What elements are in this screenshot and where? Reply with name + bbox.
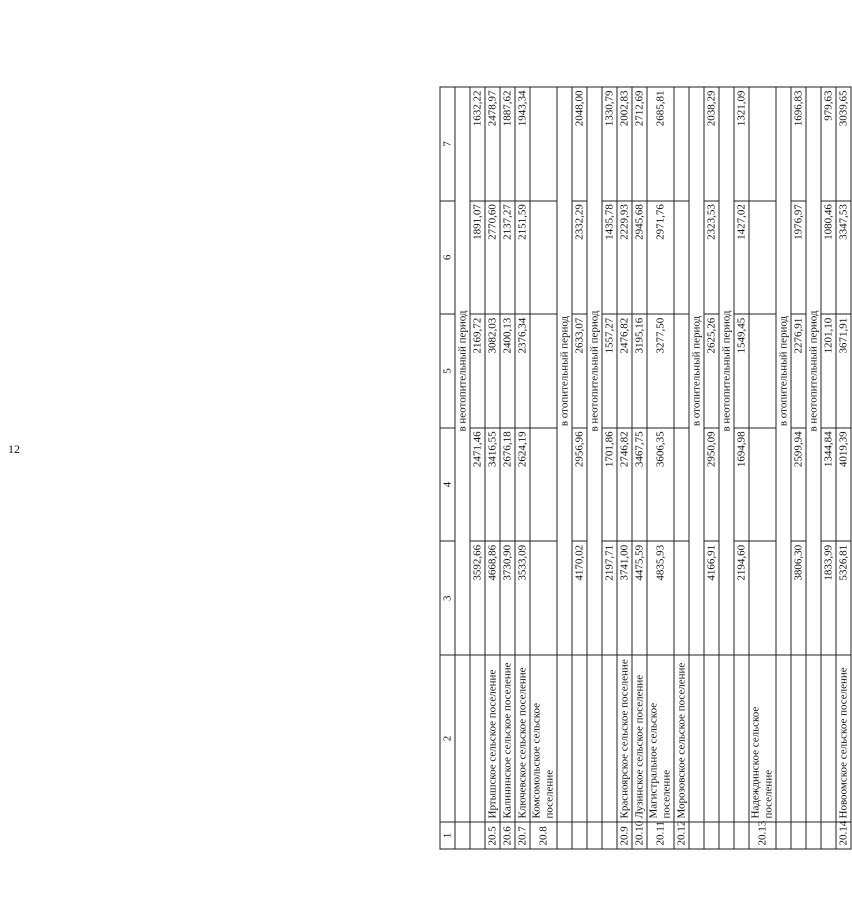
row-id: 20.8 bbox=[530, 822, 557, 849]
row-id bbox=[734, 822, 749, 849]
table-cell bbox=[689, 822, 704, 849]
period-label: в отопительный период bbox=[557, 87, 572, 655]
table-cell bbox=[587, 822, 602, 849]
table-row bbox=[749, 87, 776, 849]
table-row bbox=[572, 87, 587, 849]
period-row bbox=[455, 87, 470, 849]
settlement-name bbox=[734, 655, 749, 822]
table-cell bbox=[719, 655, 734, 822]
row-id bbox=[821, 822, 836, 849]
table-row bbox=[500, 87, 515, 849]
row-id bbox=[470, 822, 485, 849]
value-cell: 1435,78 bbox=[602, 201, 617, 315]
value-cell: 1701,86 bbox=[602, 428, 617, 542]
table-body bbox=[455, 87, 851, 849]
settlement-name: Ключевское сельское поселение bbox=[515, 655, 530, 822]
period-row bbox=[689, 87, 704, 849]
table-cell bbox=[689, 655, 704, 822]
table-row bbox=[836, 87, 851, 849]
page-number: 12 bbox=[8, 442, 20, 456]
value-cell: 1080,46 bbox=[821, 201, 836, 315]
row-id bbox=[602, 822, 617, 849]
table-cell bbox=[455, 655, 470, 822]
period-label: в отопительный период bbox=[689, 87, 704, 655]
row-id: 20.10 bbox=[632, 822, 647, 849]
value-cell: 1943,34 bbox=[515, 87, 530, 201]
table-row bbox=[647, 87, 674, 849]
table-cell bbox=[776, 822, 791, 849]
row-id: 20.6 bbox=[500, 822, 515, 849]
value-cell: 3039,65 bbox=[836, 87, 851, 201]
column-header: 1 bbox=[440, 822, 455, 849]
value-cell: 3606,35 bbox=[647, 428, 674, 542]
column-header: 6 bbox=[440, 201, 455, 315]
value-cell: 2599,94 bbox=[791, 428, 806, 542]
value-cell: 4166,91 bbox=[704, 541, 719, 655]
period-row bbox=[587, 87, 602, 849]
value-cell: 2625,26 bbox=[704, 314, 719, 428]
value-cell bbox=[674, 201, 689, 315]
value-cell: 2624,19 bbox=[515, 428, 530, 542]
value-cell: 3082,03 bbox=[485, 314, 500, 428]
header-row bbox=[440, 87, 455, 849]
value-cell: 3416,55 bbox=[485, 428, 500, 542]
value-cell: 1549,45 bbox=[734, 314, 749, 428]
value-cell: 3730,90 bbox=[500, 541, 515, 655]
table-cell bbox=[806, 822, 821, 849]
table-cell bbox=[557, 822, 572, 849]
table-row bbox=[821, 87, 836, 849]
value-cell: 2712,69 bbox=[632, 87, 647, 201]
value-cell: 1694,98 bbox=[734, 428, 749, 542]
value-cell: 3347,53 bbox=[836, 201, 851, 315]
value-cell: 3467,75 bbox=[632, 428, 647, 542]
period-label: в неотопительный период bbox=[455, 87, 470, 655]
settlement-name bbox=[791, 655, 806, 822]
settlement-name bbox=[821, 655, 836, 822]
value-cell: 2038,29 bbox=[704, 87, 719, 201]
settlement-name: Надеждинское сельское поселение bbox=[749, 655, 776, 822]
settlement-name: Лузинское сельское поселение bbox=[632, 655, 647, 822]
table-cell bbox=[719, 822, 734, 849]
value-cell: 3741,00 bbox=[617, 541, 632, 655]
period-row bbox=[719, 87, 734, 849]
value-cell: 1201,10 bbox=[821, 314, 836, 428]
period-label: в неотопительный период bbox=[587, 87, 602, 655]
table-row bbox=[485, 87, 500, 849]
value-cell: 1976,97 bbox=[791, 201, 806, 315]
value-cell: 2633,07 bbox=[572, 314, 587, 428]
value-cell: 2229,93 bbox=[617, 201, 632, 315]
settlement-name: Комсомольское сельское поселение bbox=[530, 655, 557, 822]
settlement-name: Красноярское сельское поселение bbox=[617, 655, 632, 822]
value-cell: 2746,82 bbox=[617, 428, 632, 542]
table-row bbox=[734, 87, 749, 849]
value-cell: 4170,02 bbox=[572, 541, 587, 655]
value-cell: 4019,39 bbox=[836, 428, 851, 542]
value-cell bbox=[674, 87, 689, 201]
value-cell: 3592,66 bbox=[470, 541, 485, 655]
period-label: в отопительный период bbox=[776, 87, 791, 655]
settlement-name: Иртышское сельское поселение bbox=[485, 655, 500, 822]
table-cell bbox=[806, 655, 821, 822]
row-id: 20.13 bbox=[749, 822, 776, 849]
value-cell: 1696,83 bbox=[791, 87, 806, 201]
value-cell: 1632,22 bbox=[470, 87, 485, 201]
table-row bbox=[704, 87, 719, 849]
row-id: 20.7 bbox=[515, 822, 530, 849]
value-cell bbox=[749, 201, 776, 315]
value-cell: 2685,81 bbox=[647, 87, 674, 201]
value-cell: 2950,09 bbox=[704, 428, 719, 542]
column-header: 5 bbox=[440, 314, 455, 428]
value-cell: 2478,97 bbox=[485, 87, 500, 201]
value-cell: 1321,09 bbox=[734, 87, 749, 201]
value-cell: 2332,29 bbox=[572, 201, 587, 315]
period-row bbox=[557, 87, 572, 849]
value-cell: 2676,18 bbox=[500, 428, 515, 542]
column-header: 2 bbox=[440, 655, 455, 822]
value-cell: 1891,07 bbox=[470, 201, 485, 315]
value-cell: 2194,60 bbox=[734, 541, 749, 655]
value-cell bbox=[749, 314, 776, 428]
value-cell: 2376,34 bbox=[515, 314, 530, 428]
value-cell bbox=[530, 541, 557, 655]
column-header: 3 bbox=[440, 541, 455, 655]
column-header: 4 bbox=[440, 428, 455, 542]
row-id bbox=[572, 822, 587, 849]
settlement-name bbox=[704, 655, 719, 822]
value-cell bbox=[674, 541, 689, 655]
value-cell: 1833,99 bbox=[821, 541, 836, 655]
table-row bbox=[632, 87, 647, 849]
value-cell: 2956,96 bbox=[572, 428, 587, 542]
value-cell: 2197,71 bbox=[602, 541, 617, 655]
value-cell bbox=[530, 201, 557, 315]
table-cell bbox=[455, 822, 470, 849]
value-cell bbox=[530, 314, 557, 428]
table-row bbox=[530, 87, 557, 849]
settlement-name bbox=[470, 655, 485, 822]
value-cell: 4668,86 bbox=[485, 541, 500, 655]
table-row bbox=[515, 87, 530, 849]
table-row bbox=[470, 87, 485, 849]
value-cell bbox=[674, 428, 689, 542]
settlement-name: Морозовское сельское поселение bbox=[674, 655, 689, 822]
value-cell: 3277,50 bbox=[647, 314, 674, 428]
row-id: 20.12 bbox=[674, 822, 689, 849]
value-cell: 5326,81 bbox=[836, 541, 851, 655]
period-label: в неотопительный период bbox=[719, 87, 734, 655]
value-cell: 2476,82 bbox=[617, 314, 632, 428]
settlement-name: Магистральное сельское поселение bbox=[647, 655, 674, 822]
row-id bbox=[791, 822, 806, 849]
value-cell: 2048,00 bbox=[572, 87, 587, 201]
value-cell: 4475,59 bbox=[632, 541, 647, 655]
column-header: 7 bbox=[440, 87, 455, 201]
value-cell: 1887,62 bbox=[500, 87, 515, 201]
value-cell bbox=[530, 87, 557, 201]
row-id: 20.14 bbox=[836, 822, 851, 849]
table-row bbox=[602, 87, 617, 849]
row-id: 20.5 bbox=[485, 822, 500, 849]
settlement-name bbox=[602, 655, 617, 822]
table-cell bbox=[587, 655, 602, 822]
value-cell bbox=[749, 541, 776, 655]
table-row bbox=[791, 87, 806, 849]
value-cell bbox=[749, 428, 776, 542]
value-cell: 979,63 bbox=[821, 87, 836, 201]
value-cell: 3671,91 bbox=[836, 314, 851, 428]
value-cell: 1330,79 bbox=[602, 87, 617, 201]
value-cell: 2276,91 bbox=[791, 314, 806, 428]
value-cell: 3195,16 bbox=[632, 314, 647, 428]
row-id: 20.11 bbox=[647, 822, 674, 849]
value-cell: 2151,59 bbox=[515, 201, 530, 315]
rotated-table-sheet bbox=[440, 87, 849, 850]
table-cell bbox=[557, 655, 572, 822]
value-cell: 2471,46 bbox=[470, 428, 485, 542]
row-id bbox=[704, 822, 719, 849]
period-row bbox=[806, 87, 821, 849]
value-cell bbox=[749, 87, 776, 201]
value-cell: 2945,68 bbox=[632, 201, 647, 315]
value-cell: 2770,60 bbox=[485, 201, 500, 315]
value-cell: 1344,84 bbox=[821, 428, 836, 542]
value-cell bbox=[674, 314, 689, 428]
value-cell bbox=[530, 428, 557, 542]
value-cell: 2002,83 bbox=[617, 87, 632, 201]
row-id: 20.9 bbox=[617, 822, 632, 849]
tariff-table bbox=[440, 87, 852, 850]
value-cell: 2971,76 bbox=[647, 201, 674, 315]
value-cell: 3806,30 bbox=[791, 541, 806, 655]
value-cell: 2169,72 bbox=[470, 314, 485, 428]
table-row bbox=[617, 87, 632, 849]
value-cell: 2323,53 bbox=[704, 201, 719, 315]
period-label: в неотопительный период bbox=[806, 87, 821, 655]
settlement-name bbox=[572, 655, 587, 822]
value-cell: 2137,27 bbox=[500, 201, 515, 315]
table-cell bbox=[776, 655, 791, 822]
settlement-name: Новоомское сельское поселение bbox=[836, 655, 851, 822]
period-row bbox=[776, 87, 791, 849]
settlement-name: Калининское сельское поселение bbox=[500, 655, 515, 822]
value-cell: 4835,93 bbox=[647, 541, 674, 655]
value-cell: 1557,27 bbox=[602, 314, 617, 428]
value-cell: 1427,02 bbox=[734, 201, 749, 315]
value-cell: 2400,13 bbox=[500, 314, 515, 428]
table-row bbox=[674, 87, 689, 849]
value-cell: 3533,09 bbox=[515, 541, 530, 655]
